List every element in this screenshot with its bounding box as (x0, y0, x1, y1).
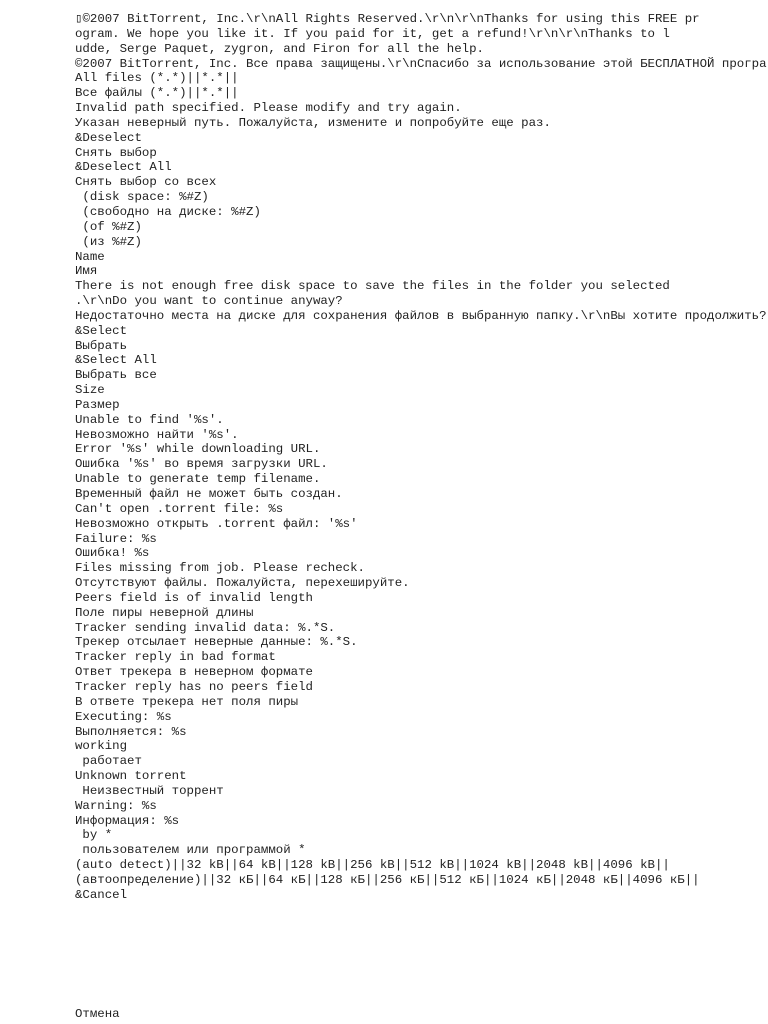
text-line: Неизвестный торрент (75, 783, 224, 798)
text-line: Tracker reply has no peers field (75, 679, 313, 694)
text-line: &Deselect All (75, 160, 172, 175)
text-line: Выбрать все (75, 368, 157, 383)
text-line: Can't open .torrent file: %s (75, 501, 284, 516)
text-line: There is not enough free disk space to save the files in the folder you selected (75, 279, 670, 294)
text-lines (75, 12, 768, 903)
text-line: Unknown torrent (75, 769, 187, 784)
text-line: by * (75, 828, 113, 843)
text-line: Files missing from job. Please recheck. (75, 561, 365, 576)
text-line: Tracker sending invalid data: %.*S. (75, 620, 336, 635)
text-line: Peers field is of invalid length (75, 590, 313, 605)
text-line: Снять выбор (75, 145, 157, 160)
text-line: Недостаточно места на диске для сохранения файлов в выбранную папку.\r\nВы хотите продолжить? (75, 308, 767, 323)
text-line: В ответе трекера нет поля пиры (75, 694, 299, 709)
text-line: ogram. We hope you like it. If you paid for it, get a refund!\r\n\r\nThanks to l (75, 26, 670, 41)
text-line: Указан неверный путь. Пожалуйста, измените и попробуйте еще раз. (75, 115, 551, 130)
text-line: Unable to generate temp filename. (75, 472, 321, 487)
text-line: Size (75, 383, 105, 398)
text-line: Ошибка! %s (75, 546, 150, 561)
text-line: Невозможно открыть .torrent файл: '%s' (75, 516, 358, 531)
text-line: Error '%s' while downloading URL. (75, 442, 321, 457)
text-line: (свободно на диске: %#Z) (75, 204, 261, 219)
text-line: Снять выбор со всех (75, 175, 217, 190)
text-line: Временный файл не может быть создан. (75, 487, 343, 501)
text-line: Отсутствуют файлы. Пожалуйста, перехешируйте. (75, 576, 410, 591)
text-line: Tracker reply in bad format (75, 650, 276, 665)
text-line: Имя (75, 264, 98, 279)
text-line: Выполняется: %s (75, 724, 187, 739)
text-line: (из %#Z) (75, 234, 142, 249)
text-line: All files (*.*)||*.*|| (75, 71, 239, 86)
text-line: Failure: %s (75, 531, 157, 546)
text-line: Invalid path specified. Please modify and try again. (75, 101, 462, 116)
text-line: работает (75, 754, 142, 769)
text-line: Трекер отсылает неверные данные: %.*S. (75, 635, 358, 650)
text-line: .\r\nDo you want to continue anyway? (75, 294, 343, 309)
text-line: Информация: %s (75, 813, 180, 828)
text-line: (disk space: %#Z) (75, 190, 209, 205)
text-line: (автоопределение)||32 кБ||64 кБ||128 кБ||256 кБ||512 кБ||1024 кБ||2048 кБ||4096 кБ|| (75, 872, 700, 887)
text-line: &Select All (75, 353, 157, 368)
text-line: ▯©2007 BitTorrent, Inc.\r\nAll Rights Reserved.\r\n\r\nThanks for using this FREE pr (75, 12, 700, 26)
text-line: &Deselect (75, 130, 142, 145)
text-line: Unable to find '%s'. (75, 412, 224, 427)
text-line: Name (75, 249, 105, 264)
text-line: Ответ трекера в неверном формате (75, 665, 313, 680)
text-line: (auto detect)||32 kB||64 kB||128 kB||256 kB||512 kB||1024 kB||2048 kB||4096 kB|| (75, 858, 670, 873)
text-line: Выбрать (75, 338, 128, 353)
text-line: working (75, 739, 128, 754)
text-line: &Select (75, 323, 128, 338)
text-line: Поле пиры неверной длины (75, 605, 254, 620)
text-line: пользователем или программой * (75, 843, 306, 858)
text-line-cancel-translation: Отмена (75, 1007, 120, 1021)
text-line: (of %#Z) (75, 219, 142, 234)
text-line: udde, Serge Paquet, zygron, and Firon for all the help. (75, 41, 484, 56)
text-line: &Cancel (75, 887, 128, 902)
text-line: Warning: %s (75, 798, 157, 813)
text-line: ©2007 BitTorrent, Inc. Все права защищены.\r\nСпасибо за использование этой БЕСПЛАТНОЙ програ (75, 56, 767, 71)
text-line: Размер (75, 397, 120, 412)
text-line: Ошибка '%s' во время загрузки URL. (75, 457, 328, 472)
text-line: Executing: %s (75, 709, 172, 724)
text-line: Все файлы (*.*)||*.*|| (75, 86, 239, 101)
text-line: Невозможно найти '%s'. (75, 427, 239, 442)
